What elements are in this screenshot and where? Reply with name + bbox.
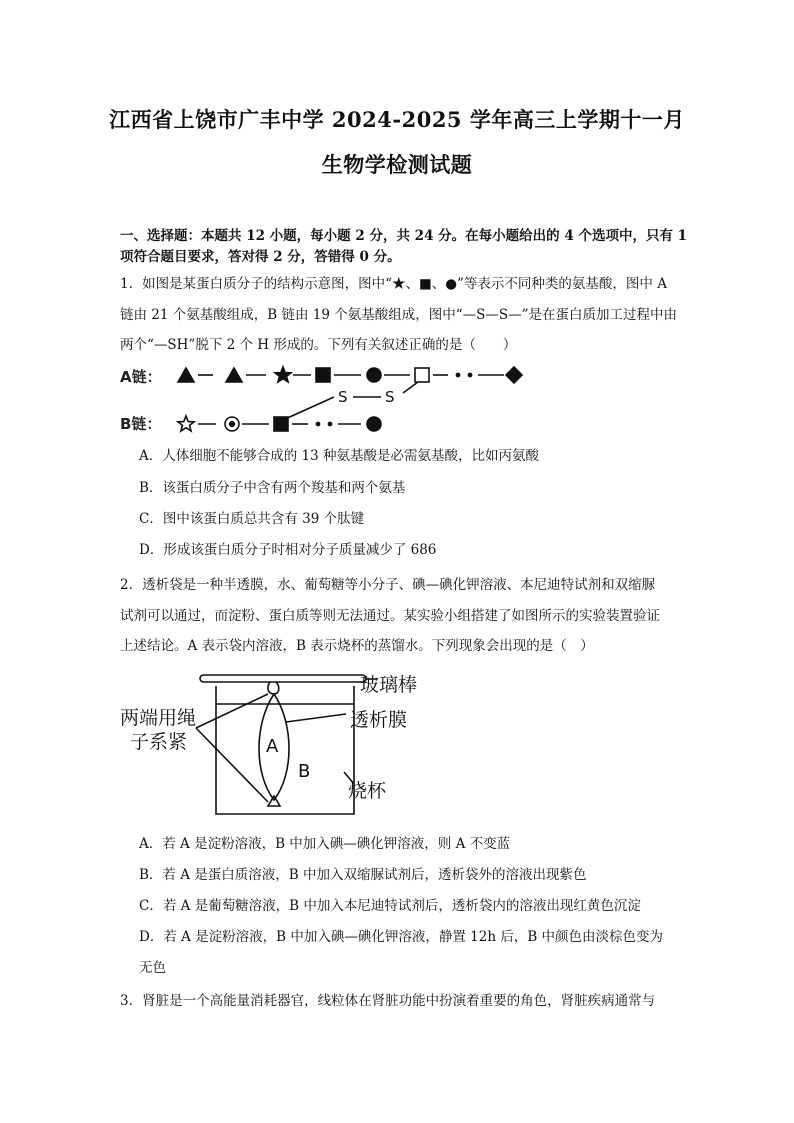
q1-stem-line2: 链由 21 个氨基酸组成，B 链由 19 个氨基酸组成，图中“—S—S—”是在蛋白质加工过程中由 bbox=[120, 307, 678, 323]
section-heading-line2: 项符合题目要求，答对得 2 分，答错得 0 分。 bbox=[120, 249, 401, 265]
square-residue-icon bbox=[316, 368, 330, 382]
open-square-residue-icon bbox=[415, 368, 429, 382]
rope-label-line2: 子系紧 bbox=[130, 731, 188, 753]
square-residue-icon bbox=[274, 417, 288, 431]
q1-option-a: A．人体细胞不能够合成的 13 种氨基酸是必需氨基酸，比如丙氨酸 bbox=[139, 448, 540, 464]
page-title-line1: 江西省上饶市广丰中学 2024-2025 学年高三上学期十一月 bbox=[109, 107, 685, 132]
q1-option-d: D．形成该蛋白质分子时相对分子质量减少了 686 bbox=[139, 542, 437, 558]
beaker-label: 烧杯 bbox=[348, 780, 387, 802]
q2-option-d-continued: 无色 bbox=[139, 960, 166, 976]
q1-stem-line3: 两个“—SH”脱下 2 个 H 形成的。下列有关叙述正确的是（ ） bbox=[120, 337, 517, 353]
glass-rod-label: 玻璃棒 bbox=[360, 674, 418, 696]
q2-stem-line1: 2．透析袋是一种半透膜，水、葡萄糖等小分子、碘—碘化钾溶液、本尼迪特试剂和双缩脲 bbox=[120, 577, 656, 593]
q3-stem-line1: 3．肾脏是一个高能量消耗器官，线粒体在肾脏功能中扮演着重要的角色，肾脏疾病通常与 bbox=[120, 993, 656, 1009]
dialysis-apparatus-diagram bbox=[118, 664, 438, 822]
q2-option-d: D．若 A 是淀粉溶液，B 中加入碘—碘化钾溶液，静置 12h 后，B 中颜色由淡棕色变为 bbox=[139, 929, 664, 945]
circle-residue-icon bbox=[367, 368, 381, 382]
q2-option-b: B．若 A 是蛋白质溶液，B 中加入双缩脲试剂后，透析袋外的溶液出现紫色 bbox=[139, 867, 587, 883]
rope-label-line1: 两端用绳 bbox=[120, 707, 197, 729]
q1-stem-line1: 1．如图是某蛋白质分子的结构示意图，图中“★、■、●”等表示不同种类的氨基酸，图中 A bbox=[120, 276, 667, 292]
chain-b-label: B链： bbox=[120, 415, 162, 433]
circle-residue-icon bbox=[367, 417, 381, 431]
q2-option-c: C．若 A 是葡萄糖溶液，B 中加入本尼迪特试剂后，透析袋内的溶液出现红黄色沉淀 bbox=[139, 898, 641, 914]
q1-option-c: C．图中该蛋白质总共含有 39 个肽键 bbox=[139, 511, 365, 527]
beaker-outline bbox=[216, 686, 354, 814]
open-star-residue-icon bbox=[178, 416, 194, 431]
q2-stem-line2: 试剂可以通过，而淀粉、蛋白质等则无法通过。某实验小组搭建了如图所示的实验装置验证 bbox=[120, 608, 660, 624]
protein-structure-diagram bbox=[118, 360, 538, 440]
q2-stem-line3: 上述结论。A 表示袋内溶液，B 表示烧杯的蒸馏水。下列现象会出现的是（ ） bbox=[120, 638, 594, 654]
chain-a-label: A链： bbox=[120, 368, 162, 386]
glass-rod bbox=[200, 675, 366, 682]
triangle-residue-icon bbox=[178, 368, 194, 382]
diamond-residue-icon bbox=[506, 367, 522, 383]
sulfur-left: S bbox=[338, 388, 348, 406]
q2-option-a: A．若 A 是淀粉溶液，B 中加入碘—碘化钾溶液，则 A 不变蓝 bbox=[139, 836, 511, 852]
section-heading-line1: 一、选择题：本题共 12 小题，每小题 2 分，共 24 分。在每小题给出的 4 个选项中，只有 1 bbox=[120, 228, 688, 244]
triangle-residue-icon bbox=[226, 368, 242, 382]
page-title-line2: 生物学检测试题 bbox=[321, 152, 473, 177]
beaker-water-label: B bbox=[298, 761, 311, 782]
bag-solution-label: A bbox=[266, 736, 279, 757]
membrane-label: 透析膜 bbox=[350, 709, 408, 731]
star-residue-icon bbox=[275, 367, 291, 382]
q1-option-b: B．该蛋白质分子中含有两个羧基和两个氨基 bbox=[139, 480, 406, 496]
sulfur-right: S bbox=[385, 388, 395, 406]
